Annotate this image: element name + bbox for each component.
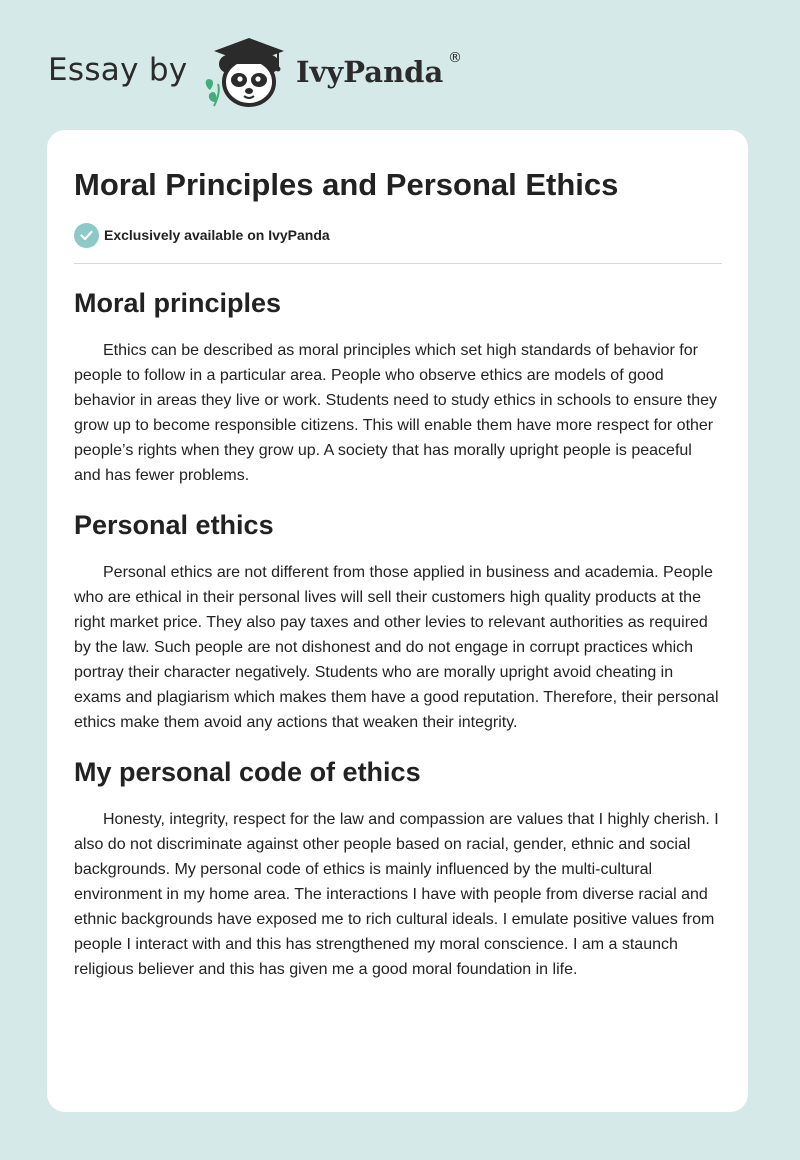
- section-personal-code-of-ethics: [74, 755, 722, 982]
- essay-by-label: Essay by: [48, 52, 188, 88]
- essay-card: [47, 130, 748, 1112]
- site-header: [48, 34, 488, 114]
- exclusive-badge-label: Exclusively available on IvyPanda: [104, 227, 330, 243]
- checkmark-circle-icon: [74, 223, 99, 248]
- essay-title: Moral Principles and Personal Ethics: [74, 167, 619, 202]
- essay-content: [74, 166, 722, 982]
- brand-name[interactable]: IvyPanda: [296, 55, 444, 89]
- section-heading: My personal code of ethics: [74, 757, 421, 787]
- section-paragraph: Personal ethics are not different from those applied in business and academia. People who are ethical in their personal lives will sell their customers high quality products at the right market price. They also pay taxes and other levies to relevant authorities as required by the law. Such people are not dishonest and do not engage in corrupt practices which portray their character negatively. Students who are morally upright avoid cheating in exams and plagiarism which makes them have a good reputation. Therefore, their personal ethics make them avoid any actions that weaken their integrity.: [74, 564, 719, 731]
- section-personal-ethics: [74, 508, 722, 735]
- section-heading: Moral principles: [74, 288, 282, 318]
- panda-logo-icon[interactable]: [198, 34, 294, 110]
- section-heading: Personal ethics: [74, 510, 274, 540]
- title-divider: [74, 263, 722, 264]
- section-paragraph: Honesty, integrity, respect for the law and compassion are values that I highly cherish. I also do not discriminate against other people based on racial, gender, ethnic and social backgrounds. My personal code of ethics is mainly influenced by the multi-cultural environment in my home area. The interactions I have with people from diverse racial and ethnic backgrounds have exposed me to rich cultural ideals. I emulate positive values from people I interact with and this has strengthened my moral conscience. I am a staunch religious believer and this has given me a good moral foundation in life.: [74, 811, 719, 978]
- section-moral-principles: [74, 286, 722, 488]
- section-paragraph: Ethics can be described as moral principles which set high standards of behavior for people to follow in a particular area. People who observe ethics are models of good behavior in areas they live or work. Students need to study ethics in schools to ensure they grow up to become responsible citizens. This will enable them have more respect for other people’s rights when they grow up. A society that has morally upright people is peaceful and has fewer problems.: [74, 342, 718, 484]
- exclusive-badge: [74, 222, 722, 248]
- registered-mark: ®: [448, 50, 462, 66]
